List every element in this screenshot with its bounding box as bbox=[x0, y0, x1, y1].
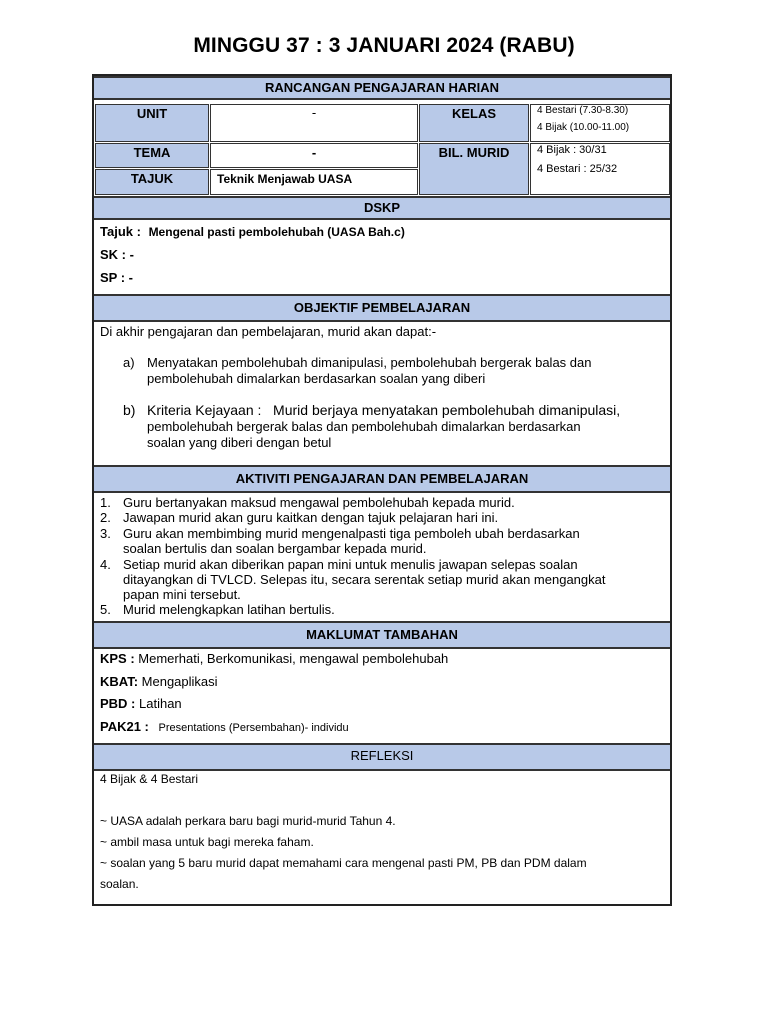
unit-label: UNIT bbox=[95, 104, 209, 142]
kps-row bbox=[100, 651, 448, 666]
aktiviti-num-1: 1. bbox=[100, 495, 111, 510]
objektif-b-line-2: pembolehubah bergerak balas dan pembolehubah dimalarkan berdasarkan bbox=[147, 419, 581, 434]
kelas-value-1: 4 Bestari (7.30-8.30) bbox=[537, 105, 629, 116]
refleksi-line-3: ~ ambil masa untuk bagi mereka faham. bbox=[100, 835, 314, 849]
kbat-row bbox=[100, 674, 218, 689]
objektif-b-line-3: soalan yang diberi dengan betul bbox=[147, 435, 332, 450]
dskp-tajuk-value: Mengenal pasti pembolehubah (UASA Bah.c) bbox=[148, 225, 405, 239]
aktiviti-item-4-line-2: ditayangkan di TVLCD. Selepas itu, secara serentak setiap murid akan mengangkat bbox=[123, 572, 606, 587]
aktiviti-num-5: 5. bbox=[100, 602, 111, 617]
refleksi-line-1: 4 Bijak & 4 Bestari bbox=[100, 772, 199, 786]
aktiviti-item-2-line-1: Jawapan murid akan guru kaitkan dengan tajuk pelajaran hari ini. bbox=[123, 510, 499, 525]
pbd-value: Latihan bbox=[139, 696, 182, 711]
pbd-label: PBD : bbox=[100, 696, 136, 711]
objektif-intro: Di akhir pengajaran dan pembelajaran, murid akan dapat:- bbox=[100, 324, 437, 339]
kelas-label: KELAS bbox=[419, 104, 529, 142]
kbat-value: Mengaplikasi bbox=[141, 674, 218, 689]
tajuk-label: TAJUK bbox=[95, 169, 209, 195]
tema-value: - bbox=[210, 143, 418, 168]
aktiviti-item-1-line-1: Guru bertanyakan maksud mengawal pembolehubah kepada murid. bbox=[123, 495, 515, 510]
aktiviti-num-4: 4. bbox=[100, 557, 111, 572]
refleksi-line-2: ~ UASA adalah perkara baru bagi murid-murid Tahun 4. bbox=[100, 814, 396, 828]
aktiviti-num-2: 2. bbox=[100, 510, 111, 525]
aktiviti-item-3-line-1: Guru akan membimbing murid mengenalpasti tiga pemboleh ubah berdasarkan bbox=[123, 526, 580, 541]
kelas-cell bbox=[530, 104, 670, 142]
refleksi-line-5: soalan. bbox=[100, 877, 139, 891]
dskp-sk: SK : - bbox=[100, 247, 134, 262]
refleksi-line-4: ~ soalan yang 5 baru murid dapat memahami cara mengenal pasti PM, PB dan PDM dalam bbox=[100, 856, 587, 870]
rph-header: RANCANGAN PENGAJARAN HARIAN bbox=[94, 76, 670, 100]
bil-murid-cell bbox=[530, 143, 670, 195]
kps-label: KPS : bbox=[100, 651, 135, 666]
objektif-b-line-1: Kriteria Kejayaan : Murid berjaya menyatakan pembolehubah dimanipulasi, bbox=[147, 402, 621, 418]
objektif-b-marker: b) bbox=[123, 402, 136, 418]
objektif-a-marker: a) bbox=[123, 355, 135, 370]
kelas-value-2: 4 Bijak (10.00-11.00) bbox=[537, 122, 630, 133]
objektif-a-line-1: Menyatakan pembolehubah dimanipulasi, pembolehubah bergerak balas dan bbox=[147, 355, 592, 370]
dskp-sp: SP : - bbox=[100, 270, 133, 285]
pbd-row bbox=[100, 696, 182, 711]
pak21-value: Presentations (Persembahan)- individu bbox=[158, 722, 349, 734]
aktiviti-header: AKTIVITI PENGAJARAN DAN PEMBELAJARAN bbox=[94, 465, 670, 493]
aktiviti-item-4-line-3: papan mini tersebut. bbox=[123, 587, 241, 602]
aktiviti-num-3: 3. bbox=[100, 526, 111, 541]
bil-murid-value-1: 4 Bijak : 30/31 bbox=[537, 144, 607, 156]
kps-value: Memerhati, Berkomunikasi, mengawal pembolehubah bbox=[138, 651, 449, 666]
unit-value: - bbox=[210, 104, 418, 142]
page-title: MINGGU 37 : 3 JANUARI 2024 (RABU) bbox=[193, 34, 575, 57]
pak21-label: PAK21 : bbox=[100, 719, 149, 734]
refleksi-header: REFLEKSI bbox=[94, 743, 670, 771]
tema-label: TEMA bbox=[95, 143, 209, 168]
aktiviti-item-3-line-2: soalan bertulis dan soalan bergambar kepada murid. bbox=[123, 541, 427, 556]
kbat-label: KBAT: bbox=[100, 674, 139, 689]
bil-murid-value-2: 4 Bestari : 25/32 bbox=[537, 163, 618, 175]
aktiviti-item-5-line-1: Murid melengkapkan latihan bertulis. bbox=[123, 602, 335, 617]
objektif-header: OBJEKTIF PEMBELAJARAN bbox=[94, 294, 670, 322]
aktiviti-item-4-line-1: Setiap murid akan diberikan papan mini untuk menulis jawapan selepas soalan bbox=[123, 557, 578, 572]
dskp-tajuk-label: Tajuk : bbox=[100, 224, 141, 239]
dskp-tajuk bbox=[100, 224, 405, 239]
dskp-header: DSKP bbox=[94, 196, 670, 220]
tajuk-value: Teknik Menjawab UASA bbox=[210, 169, 418, 195]
pak21-row bbox=[100, 719, 349, 734]
objektif-a-line-2: pembolehubah dimalarkan berdasarkan soalan yang diberi bbox=[147, 371, 486, 386]
maklumat-header: MAKLUMAT TAMBAHAN bbox=[94, 621, 670, 649]
bil-murid-label: BIL. MURID bbox=[419, 143, 529, 195]
